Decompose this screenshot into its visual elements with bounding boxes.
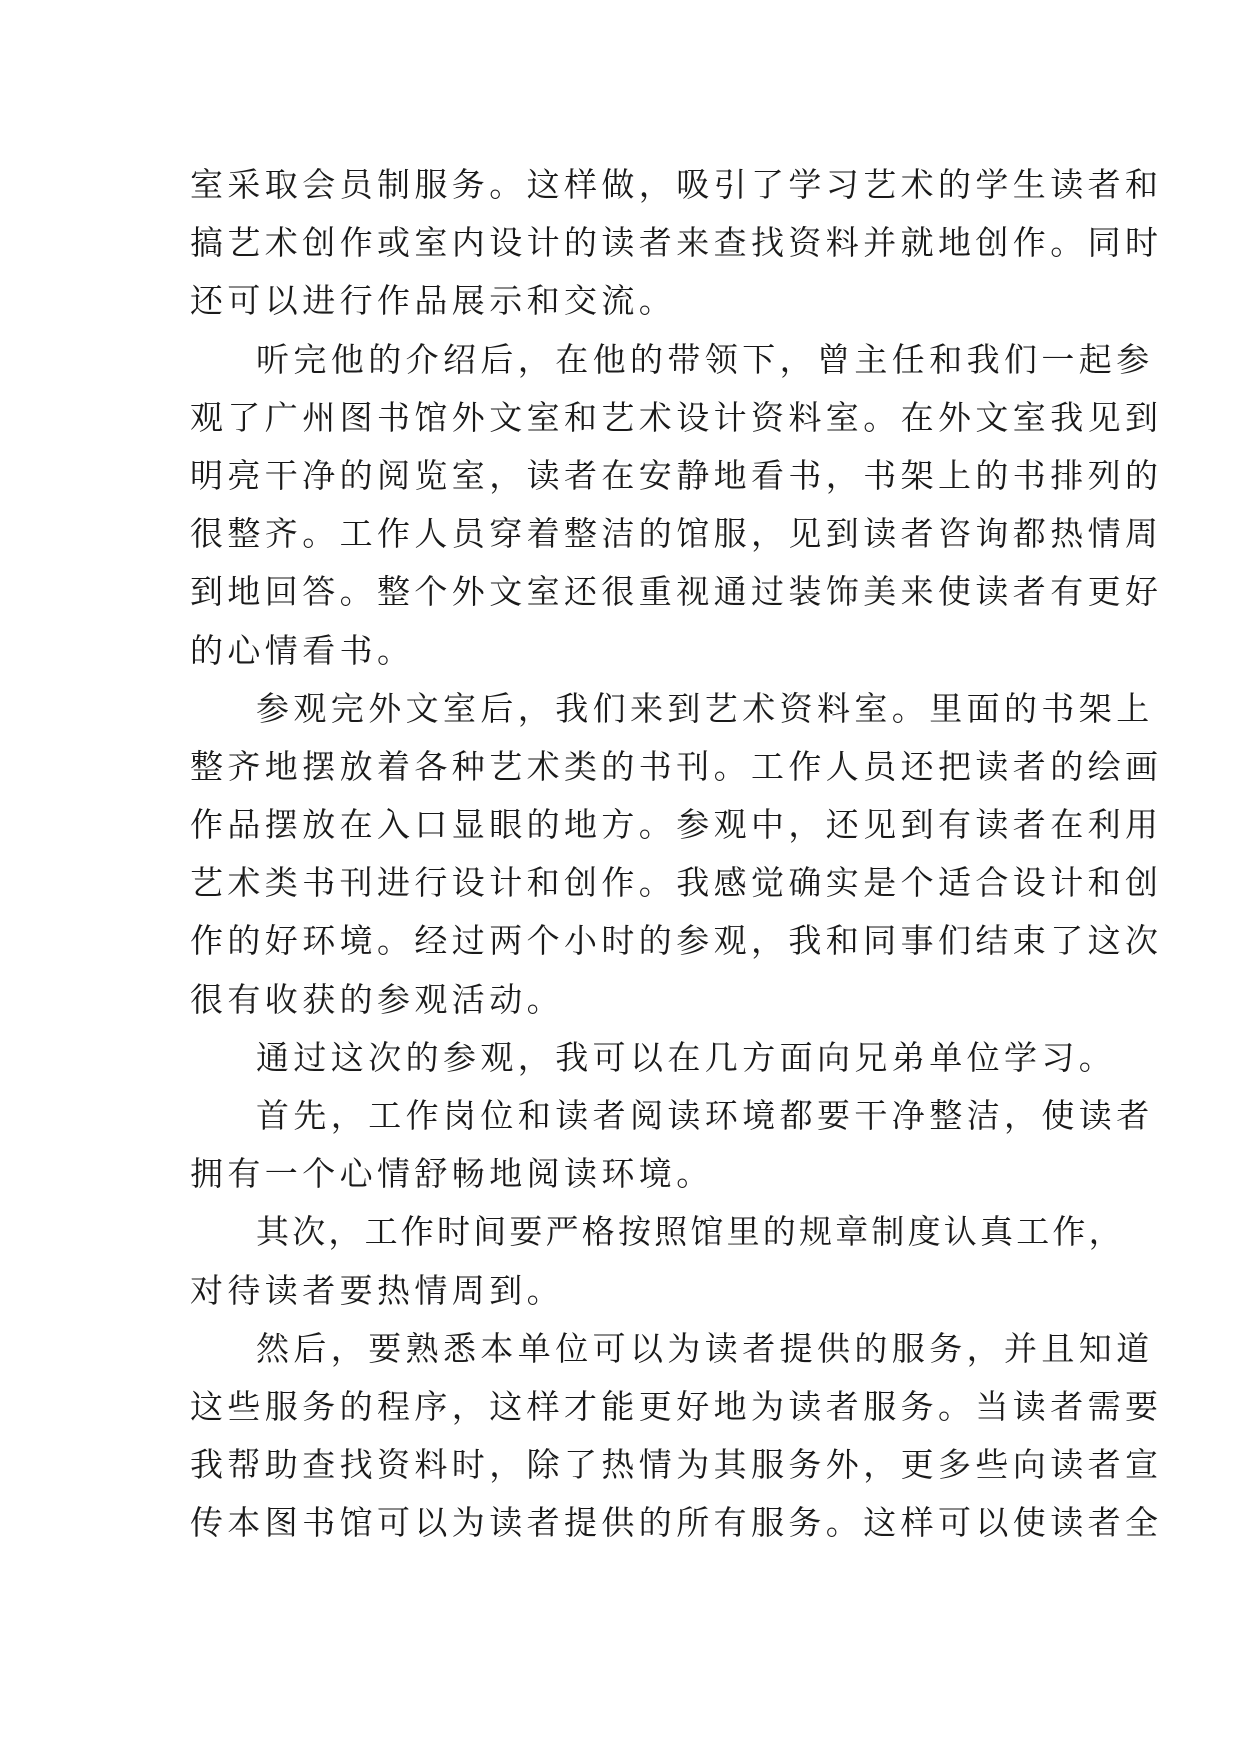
text-line: 作的好环境。经过两个小时的参观，我和同事们结束了这次 <box>190 921 1163 961</box>
text-line: 传本图书馆可以为读者提供的所有服务。这样可以使读者全 <box>190 1503 1163 1543</box>
text-line: 室采取会员制服务。这样做，吸引了学习艺术的学生读者和 <box>190 165 1163 204</box>
text-line: 很整齐。工作人员穿着整洁的馆服，见到读者咨询都热情周 <box>190 514 1163 554</box>
paragraph-first-line: 然后，要熟悉本单位可以为读者提供的服务，并且知道 <box>256 1328 1154 1368</box>
text-line: 还可以进行作品展示和交流。 <box>190 281 677 321</box>
paragraph-first-line: 通过这次的参观，我可以在几方面向兄弟单位学习。 <box>256 1037 1117 1077</box>
text-line: 对待读者要热情周到。 <box>190 1270 564 1310</box>
text-line: 这些服务的程序，这样才能更好地为读者服务。当读者需要 <box>190 1386 1163 1426</box>
text-line: 搞艺术创作或室内设计的读者来查找资料并就地创作。同时 <box>190 223 1163 263</box>
text-line: 的心情看书。 <box>190 630 415 670</box>
text-line: 到地回答。整个外文室还很重视通过装饰美来使读者有更好 <box>190 572 1163 612</box>
text-line: 明亮干净的阅览室，读者在安静地看书，书架上的书排列的 <box>190 455 1163 495</box>
text-line: 艺术类书刊进行设计和创作。我感觉确实是个适合设计和创 <box>190 863 1163 903</box>
text-line: 很有收获的参观活动。 <box>190 979 564 1019</box>
paragraph-first-line: 参观完外文室后，我们来到艺术资料室。里面的书架上 <box>256 688 1154 728</box>
text-line: 观了广州图书馆外文室和艺术设计资料室。在外文室我见到 <box>190 397 1163 437</box>
text-line: 作品摆放在入口显眼的地方。参观中，还见到有读者在利用 <box>190 805 1163 845</box>
paragraph-first-line: 其次，工作时间要严格按照馆里的规章制度认真工作， <box>256 1212 1125 1252</box>
text-line: 拥有一个心情舒畅地阅读环境。 <box>190 1154 714 1194</box>
text-line: 我帮助查找资料时，除了热情为其服务外，更多些向读者宣 <box>190 1445 1163 1485</box>
paragraph-first-line: 听完他的介绍后，在他的带领下，曾主任和我们一起参 <box>256 339 1154 379</box>
paragraph-first-line: 首先，工作岗位和读者阅读环境都要干净整洁，使读者 <box>256 1096 1154 1135</box>
text-line: 整齐地摆放着各种艺术类的书刊。工作人员还把读者的绘画 <box>190 746 1163 786</box>
body-text <box>190 156 1163 1553</box>
